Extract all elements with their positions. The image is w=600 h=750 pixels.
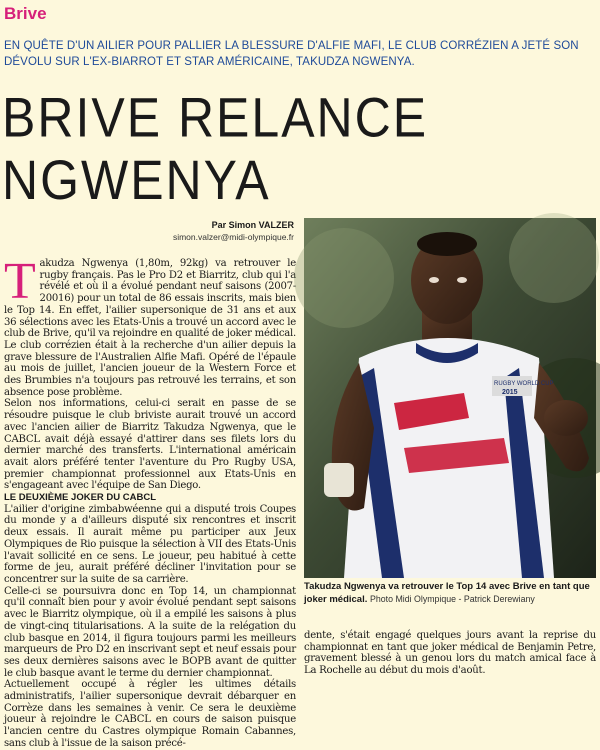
- byline: [173, 219, 294, 243]
- byline-email[interactable]: simon.valzer@midi-olympique.fr: [172, 232, 294, 242]
- paragraph-1: [4, 253, 296, 398]
- photo-caption: [304, 581, 596, 606]
- paragraph-4: Celle-ci se poursuivra donc en Top 14, un championnat qu'il connaît bien pour y avoir évolué pendant sept saisons avec le Biarritz olympique, où il a empilé les saisons à plus de vingt-cinq titularisations. A la suite de la relégation du club basque en 2014, il figura toujours parmi les meilleurs marqueurs de Pro D2 en inscrivant sept et neuf essais pour ses deux dernières saisons avec le BOPB avant de quitter le club basque avant le terme du dernier championnat.: [4, 585, 296, 679]
- paragraph-3: L'ailier d'origine zimbabwéenne qui a disputé trois Coupes du monde y a d'ailleurs disputé six rencontres et inscrit deux essais. Il aurait même pu participer aux Jeux Olympiques de Rio puisque la sélection à VII des Etats-Unis l'avait sollicité en ce sens. Le joueur, peu habitué à cette forme de jeu, aurait préféré décliner l'invitation pour se concentrer sur la suite de sa carrière.: [4, 503, 296, 585]
- caption-credit: Photo Midi Olympique - Patrick Derewiany: [370, 594, 535, 604]
- article-body-column-1: [4, 253, 296, 750]
- article-headline: [2, 86, 598, 211]
- headline-line-2: NGWENYA: [2, 148, 271, 212]
- paragraph-5-continued: dente, s'était engagé quelques jours avant la reprise du championnat en tant que joker médical de Benjamin Petre, gravement blessé à un genou lors du match amical face à La Rochelle au début du mois d'août.: [304, 630, 596, 677]
- caption-text: Takudza Ngwenya va retrouver le Top 14 avec Brive en tant que joker médical.: [304, 581, 590, 605]
- player-photo: [304, 218, 596, 578]
- headline-line-1: BRIVE RELANCE: [2, 86, 429, 149]
- paragraph-1-text: akudza Ngwenya (1,80m, 92kg) va retrouver le rugby français. Pas le Pro D2 et Biarritz, club qui l'a révélé et où il a évolué pendant neuf saisons (2007-20016) pour un total de 86 essais inscrits, mais bien le Top 14. En effet, l'ailier supersonique de 31 ans et aux 36 sélections avec les Etats-Unis a trouvé un accord avec le club de Brive, qu'il va rejoindre en qualité de joker médical. Le club corrézien était à la recherche d'un ailier depuis la grave blessure de l'Australien Alfie Mafi. Opéré de l'épaule au mois de juillet, l'ancien joueur de la Western Force et des Brumbies n'a toujours pas retrouvé les terrains, et son absence pose problème.: [4, 258, 296, 398]
- article-body-column-2: [304, 630, 596, 677]
- jersey-year: 2015: [502, 389, 518, 396]
- article-standfirst: EN QUÊTE D'UN AILIER POUR PALLIER LA BLESSURE D'ALFIE MAFI, LE CLUB CORRÉZIEN A JETÉ SON DÉVOLU SUR L'EX-BIARROT ET STAR AMÉRICAINE, TAKUDZA NGWENYA.: [4, 40, 579, 68]
- player-photo-illustration: [304, 218, 596, 578]
- section-rubric: Brive: [4, 4, 47, 23]
- byline-author: Par Simon VALZER: [211, 220, 294, 230]
- paragraph-5: Actuellement occupé à régler les ultimes détails administratifs, l'ailier supersonique devrait débarquer en Corrèze dans les semaines à venir. Ce sera le deuxième joueur à rejoindre le CABCL en cours de saison puisque l'ancien centre du Castres olympique Romain Cabannes, sans club à l'issue de la saison précé-: [4, 679, 296, 749]
- drop-cap: T: [4, 253, 36, 310]
- paragraph-2: Selon nos informations, celui-ci serait en passe de se résoudre puisque le club briviste aurait trouvé un accord avec l'ancien ailier de Biarritz Takudza Ngwenya, que le CABCL avait déjà essayé d'attirer dans ses filets lors du dernier marché des transferts. L'international américain avait alors préféré tenter l'aventure du Pro Rugby USA, premier championnat professionnel aux Etats-Unis en s'engageant avec l'équipe de San Diego.: [4, 398, 296, 492]
- jersey-text: RUGBY WORLD CUP: [494, 381, 554, 387]
- article-subhead: LE DEUXIÈME JOKER DU CABCL: [4, 492, 157, 504]
